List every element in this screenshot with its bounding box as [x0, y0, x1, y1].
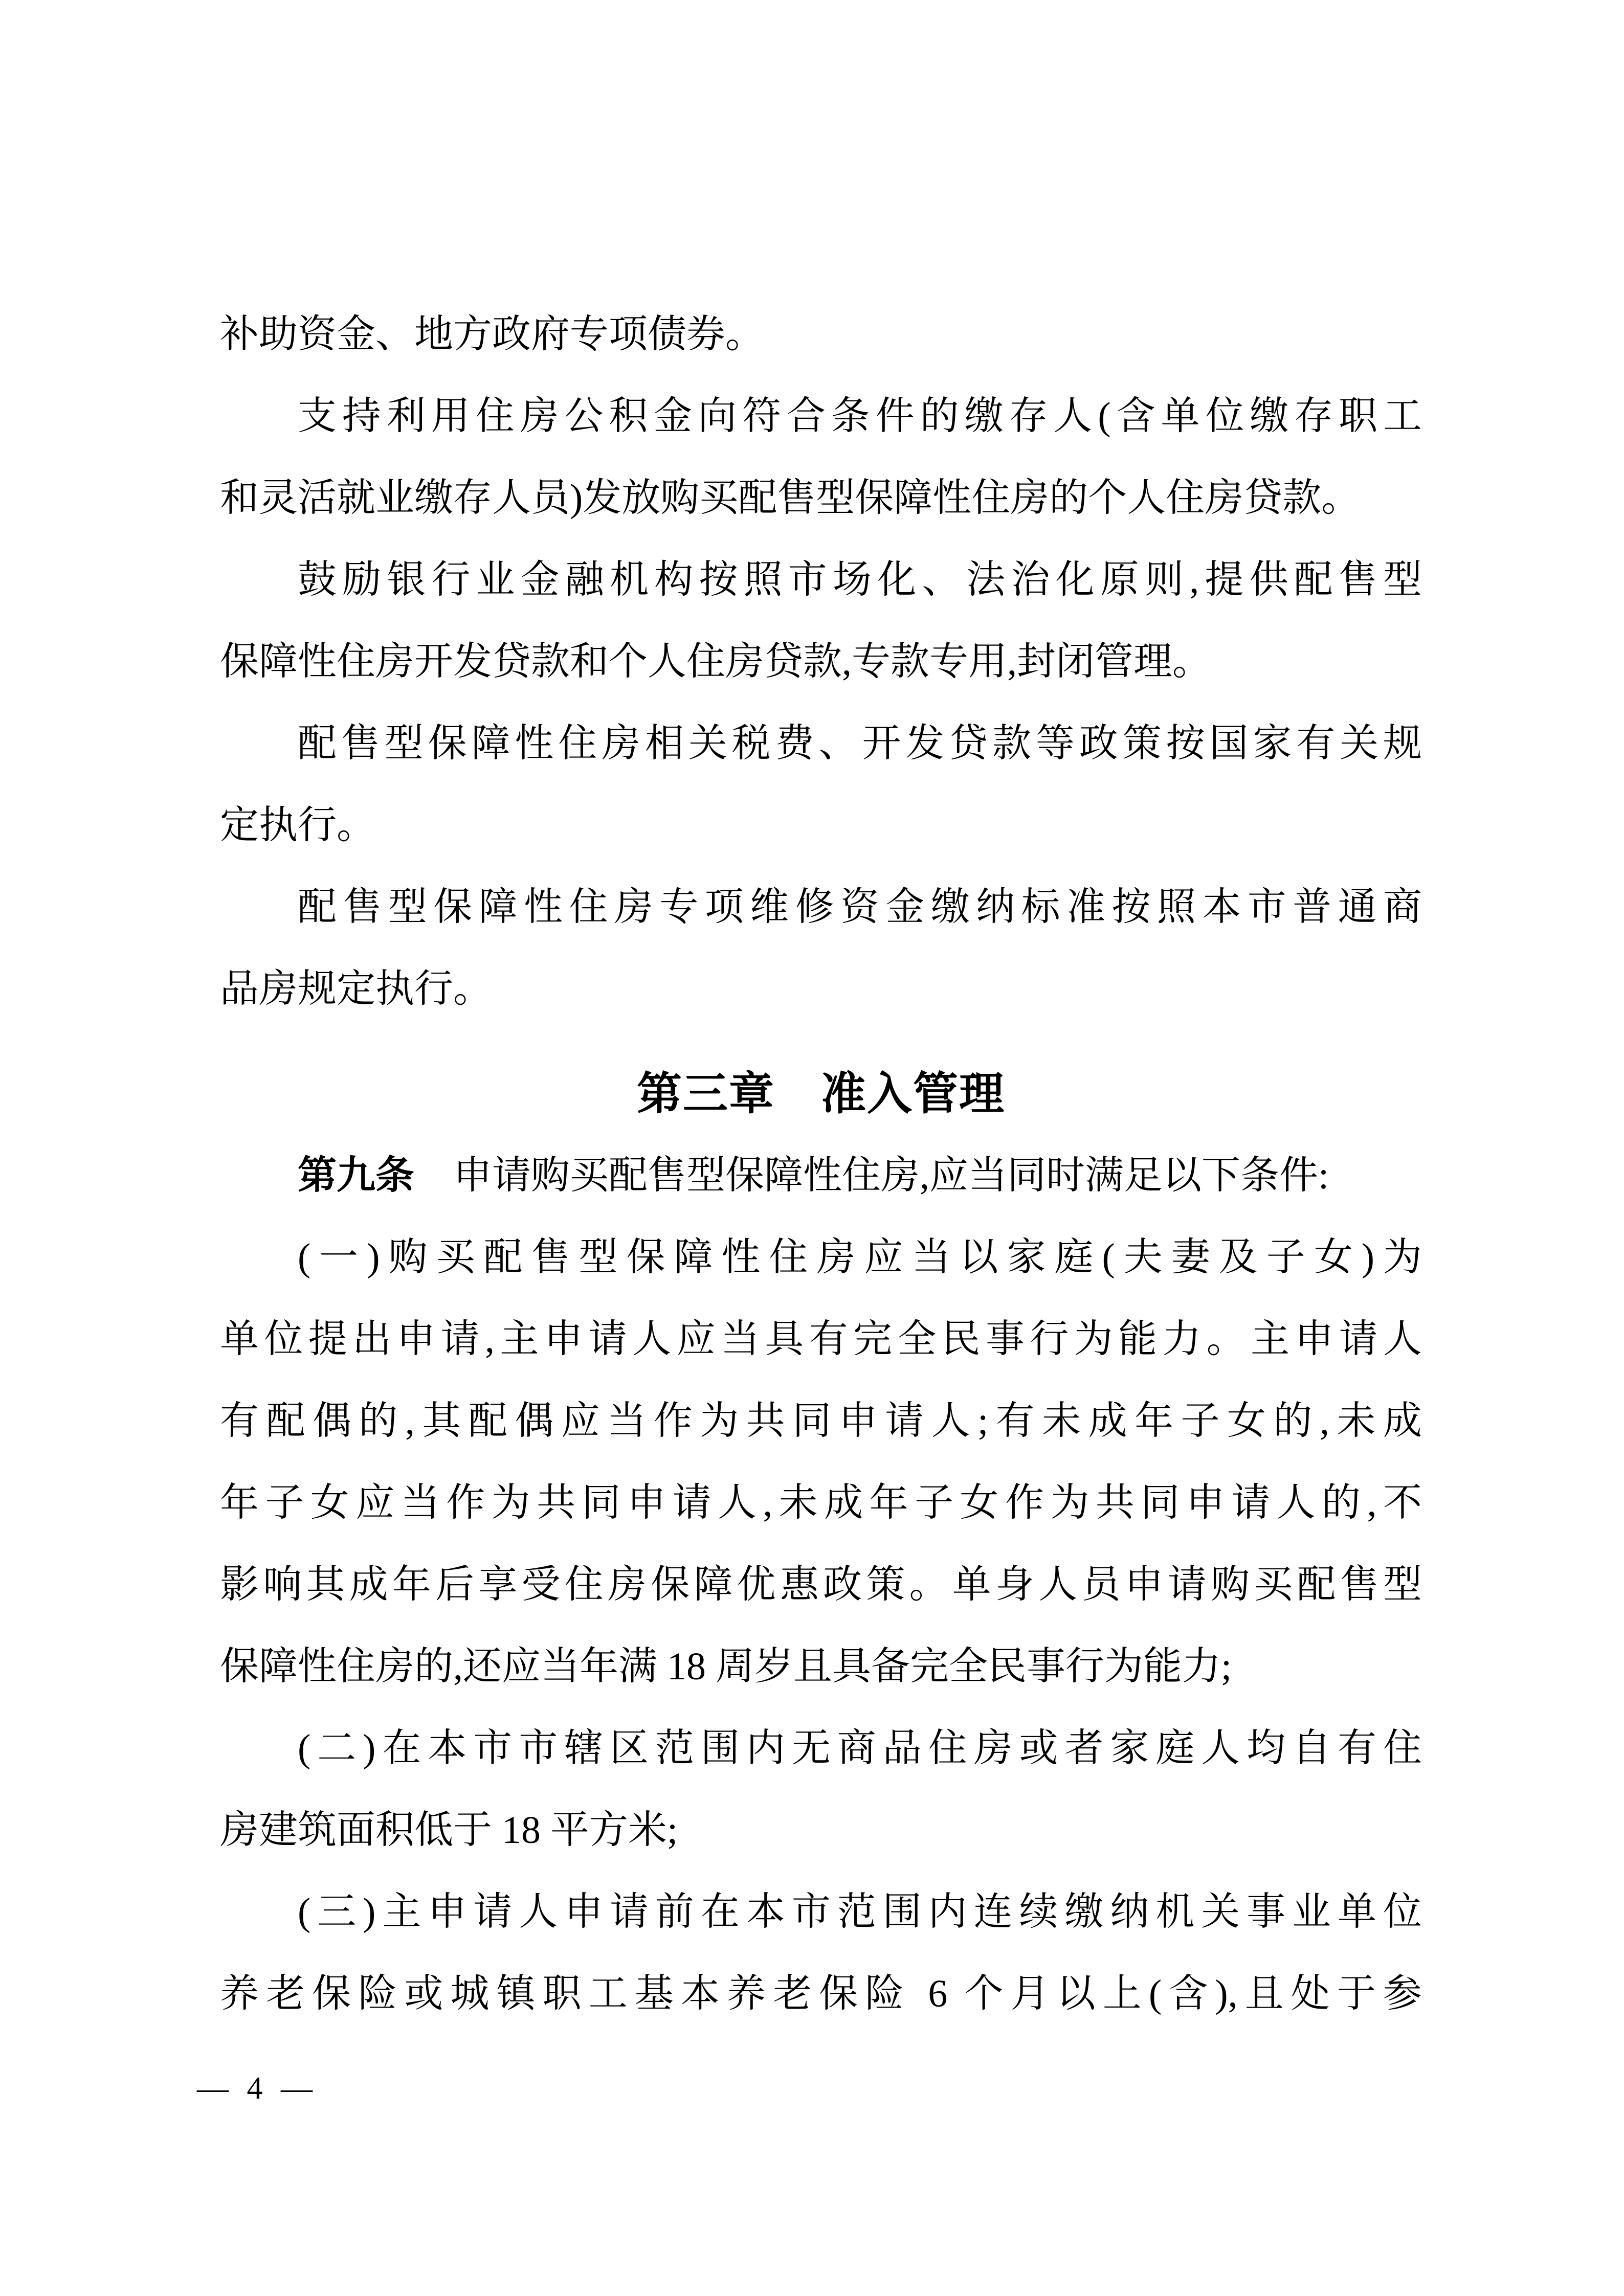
body-line: (二)在本市市辖区范围内无商品住房或者家庭人均自有住 — [298, 1727, 1422, 1770]
article-line — [220, 1135, 1422, 1217]
body-line: 定执行。 — [220, 804, 375, 847]
body-line: 品房规定执行。 — [220, 967, 492, 1010]
body-line: (一)购买配售型保障性住房应当以家庭(夫妻及子女)为 — [298, 1236, 1422, 1279]
body-line: 影响其成年后享受住房保障优惠政策。单身人员申请购买配售型 — [220, 1563, 1422, 1606]
body-line: 鼓励银行业金融机构按照市场化、法治化原则,提供配售型 — [298, 558, 1422, 601]
body-line: 房建筑面积低于 18 平方米; — [220, 1809, 678, 1852]
body-line: 养老保险或城镇职工基本养老保险 6 个月以上(含),且处于参 — [220, 1972, 1422, 2015]
body-line: (三)主申请人申请前在本市范围内连续缴纳机关事业单位 — [298, 1890, 1422, 1933]
body-line: 有配偶的,其配偶应当作为共同申请人;有未成年子女的,未成 — [220, 1400, 1422, 1443]
document-body — [220, 294, 1422, 2035]
chapter-heading: 第三章 准入管理 — [636, 1068, 1005, 1119]
body-line: 保障性住房开发贷款和个人住房贷款,专款专用,封闭管理。 — [220, 640, 1211, 683]
article-number: 第九条 — [298, 1154, 414, 1197]
body-line: 配售型保障性住房相关税费、开发贷款等政策按国家有关规 — [298, 722, 1422, 765]
article-text: 申请购买配售型保障性住房,应当同时满足以下条件: — [414, 1154, 1329, 1197]
body-line: 年子女应当作为共同申请人,未成年子女作为共同申请人的,不 — [220, 1481, 1422, 1524]
body-line: 和灵活就业缴存人员)发放购买配售型保障性住房的个人住房贷款。 — [220, 477, 1361, 520]
body-line: 保障性住房的,还应当年满 18 周岁且具备完全民事行为能力; — [220, 1645, 1232, 1688]
page-number-footer: — 4 — — [197, 2071, 318, 2106]
body-line: 配售型保障性住房专项维修资金缴纳标准按照本市普通商 — [298, 886, 1422, 929]
body-line: 补助资金、地方政府专项债券。 — [220, 313, 764, 356]
body-line: 单位提出申请,主申请人应当具有完全民事行为能力。主申请人 — [220, 1318, 1422, 1361]
body-line: 支持利用住房公积金向符合条件的缴存人(含单位缴存职工 — [298, 395, 1422, 438]
